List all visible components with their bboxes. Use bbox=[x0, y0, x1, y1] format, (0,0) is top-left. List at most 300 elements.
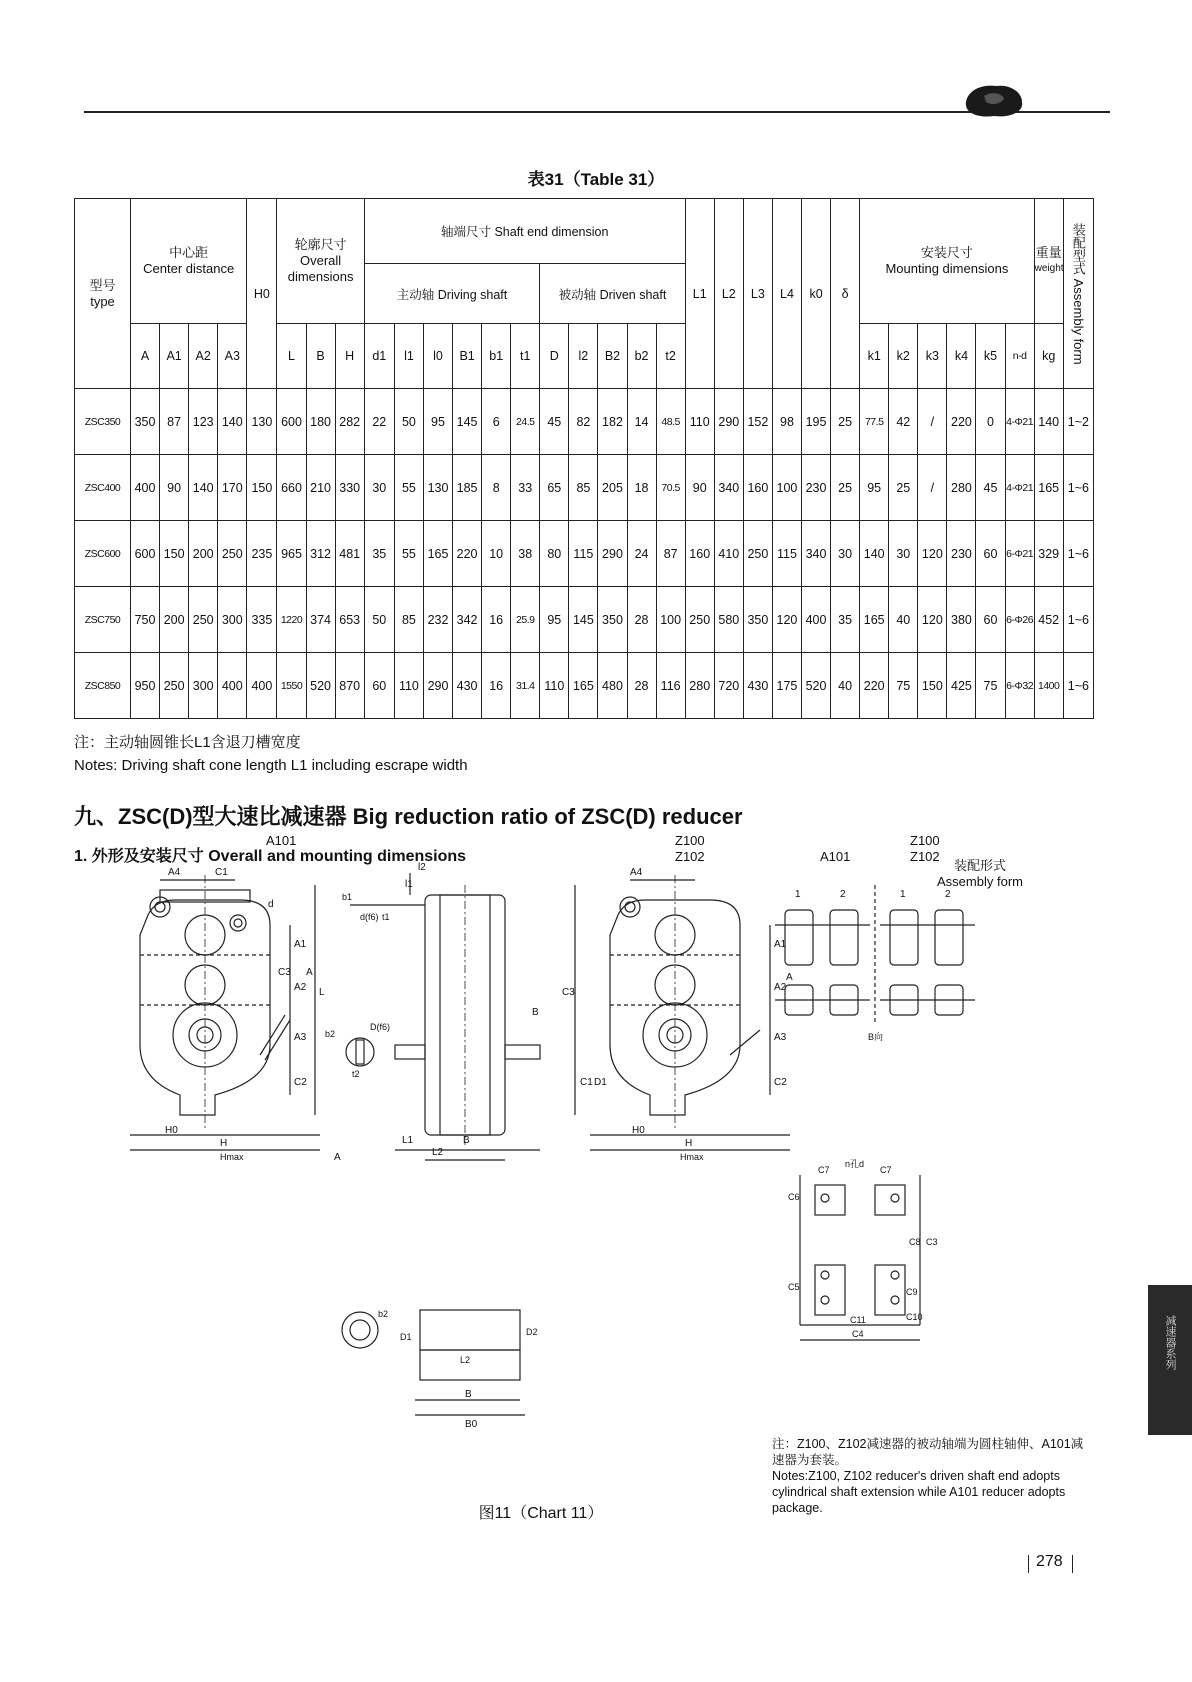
dim-a2-z: A2 bbox=[774, 982, 787, 993]
dim-nd: n孔d bbox=[845, 1159, 865, 1169]
value-cell: 400 bbox=[131, 455, 160, 521]
value-cell: 965 bbox=[277, 521, 306, 587]
value-cell: 28 bbox=[627, 653, 656, 719]
value-cell: 6 bbox=[482, 389, 511, 455]
subheader-cell: l2 bbox=[569, 324, 598, 389]
dim-a4: A4 bbox=[168, 867, 181, 878]
table-row bbox=[75, 389, 1094, 455]
value-cell: 110 bbox=[685, 389, 714, 455]
value-cell: 0 bbox=[976, 389, 1005, 455]
value-cell: 400 bbox=[802, 587, 831, 653]
value-cell: 140 bbox=[1034, 389, 1063, 455]
asm-num-1a: 1 bbox=[795, 889, 801, 900]
value-cell: 205 bbox=[598, 455, 627, 521]
value-cell: 185 bbox=[453, 455, 482, 521]
dim-d1-z: D1 bbox=[594, 1077, 607, 1088]
value-cell: 90 bbox=[685, 455, 714, 521]
value-cell: 60 bbox=[976, 587, 1005, 653]
h0-header: H0 bbox=[247, 199, 277, 389]
value-cell: 290 bbox=[598, 521, 627, 587]
value-cell: 60 bbox=[364, 653, 394, 719]
value-cell: 350 bbox=[131, 389, 160, 455]
value-cell: 340 bbox=[714, 455, 743, 521]
value-cell: 290 bbox=[423, 653, 452, 719]
asm-num-2a: 2 bbox=[840, 889, 846, 900]
center-distance-header bbox=[131, 199, 247, 324]
dim-h-z: H bbox=[685, 1138, 693, 1149]
value-cell: 60 bbox=[976, 521, 1005, 587]
value-cell: 300 bbox=[218, 587, 247, 653]
assembly-form-en: Assembly form bbox=[937, 874, 1023, 889]
asm-num-1b: 1 bbox=[900, 889, 906, 900]
table-row bbox=[75, 587, 1094, 653]
dim-d: d bbox=[268, 899, 274, 910]
value-cell: 24 bbox=[627, 521, 656, 587]
value-cell: 720 bbox=[714, 653, 743, 719]
center-header-cn: 中心距 bbox=[169, 245, 209, 260]
value-cell: 400 bbox=[218, 653, 247, 719]
reducer-note-en: Notes:Z100, Z102 reducer's driven shaft end adopts cylindrical shaft extension while A101 reducer adopts package. bbox=[772, 1469, 1066, 1515]
value-cell: 481 bbox=[335, 521, 364, 587]
type-header-cn: 型号 bbox=[89, 277, 116, 293]
value-cell: 350 bbox=[743, 587, 772, 653]
dim-c1-z: C1 bbox=[580, 1077, 593, 1088]
subheader-cell: D bbox=[540, 324, 569, 389]
value-cell: 290 bbox=[714, 389, 743, 455]
type-header-en: type bbox=[90, 293, 115, 309]
value-cell: / bbox=[918, 455, 947, 521]
value-cell: 160 bbox=[743, 455, 772, 521]
value-cell: 520 bbox=[802, 653, 831, 719]
subheader-cell: A2 bbox=[189, 324, 218, 389]
subheader-cell: k5 bbox=[976, 324, 1005, 389]
value-cell: 120 bbox=[918, 521, 947, 587]
value-cell: 25 bbox=[889, 455, 918, 521]
dim-t2: t2 bbox=[352, 1069, 360, 1079]
dim-a2: A2 bbox=[294, 982, 307, 993]
dim-hmax-z: Hmax bbox=[680, 1152, 704, 1162]
table-row bbox=[75, 521, 1094, 587]
subheader-cell: n-d bbox=[1005, 324, 1034, 389]
value-cell: 165 bbox=[860, 587, 889, 653]
value-cell: 87 bbox=[656, 521, 685, 587]
value-cell: 4-Φ21 bbox=[1005, 455, 1034, 521]
l2-header: L2 bbox=[714, 199, 743, 389]
value-cell: 70.5 bbox=[656, 455, 685, 521]
value-cell: 165 bbox=[1034, 455, 1063, 521]
dim-h0-z: H0 bbox=[632, 1125, 645, 1136]
value-cell: 152 bbox=[743, 389, 772, 455]
value-cell: 115 bbox=[772, 521, 801, 587]
chart-caption bbox=[0, 1500, 1192, 1523]
value-cell: 480 bbox=[598, 653, 627, 719]
value-cell: 374 bbox=[306, 587, 335, 653]
model-cell: ZSC600 bbox=[75, 521, 131, 587]
subheader-cell: k2 bbox=[889, 324, 918, 389]
overall-header-cn: 轮廓尺寸 bbox=[294, 237, 347, 252]
type-header bbox=[75, 199, 131, 389]
ink-blot-icon bbox=[962, 82, 1026, 120]
value-cell: 312 bbox=[306, 521, 335, 587]
value-cell: 85 bbox=[569, 455, 598, 521]
value-cell: 170 bbox=[218, 455, 247, 521]
value-cell: 22 bbox=[364, 389, 394, 455]
value-cell: 250 bbox=[743, 521, 772, 587]
overall-header-en: Overall dimensions bbox=[287, 253, 354, 284]
value-cell: 24.5 bbox=[511, 389, 540, 455]
subheader-cell: d1 bbox=[364, 324, 394, 389]
value-cell: 230 bbox=[947, 521, 976, 587]
mount-header-cn: 安装尺寸 bbox=[920, 245, 973, 260]
spec-table bbox=[74, 198, 1094, 719]
page-number: 278 bbox=[1036, 1553, 1063, 1570]
assembly-header bbox=[1063, 199, 1093, 389]
dim-a1: A1 bbox=[294, 939, 307, 950]
dim-b-side: B bbox=[463, 1135, 470, 1146]
value-cell: 160 bbox=[685, 521, 714, 587]
shaft-end-header: 轴端尺寸 Shaft end dimension bbox=[364, 199, 685, 264]
dim-c3-z: C3 bbox=[562, 987, 575, 998]
asm-label-z102: Z102 bbox=[910, 849, 940, 864]
asm-label-a101: A101 bbox=[820, 849, 851, 864]
drawing-svg bbox=[120, 833, 1110, 1535]
chart-caption-text: 图11（Chart 11） bbox=[478, 1505, 604, 1522]
dim-l2-detail: L2 bbox=[460, 1355, 471, 1365]
subheader-cell: l0 bbox=[423, 324, 452, 389]
value-cell: 653 bbox=[335, 587, 364, 653]
section-subtitle: 1. 外形及安装尺寸 Overall and mounting dimensions bbox=[74, 848, 467, 865]
subheader-cell: kg bbox=[1034, 324, 1063, 389]
dim-c9: C9 bbox=[906, 1287, 918, 1297]
value-cell: 1550 bbox=[277, 653, 306, 719]
value-cell: 16 bbox=[482, 587, 511, 653]
value-cell: 410 bbox=[714, 521, 743, 587]
table-notes bbox=[74, 731, 468, 777]
value-cell: 600 bbox=[277, 389, 306, 455]
notes-en: Notes: Driving shaft cone length L1 including escrape width bbox=[74, 757, 468, 774]
value-cell: 50 bbox=[364, 587, 394, 653]
dim-b2-detail: b2 bbox=[378, 1309, 389, 1319]
z100-front-view bbox=[575, 875, 790, 1150]
value-cell: 340 bbox=[802, 521, 831, 587]
k0-header: k0 bbox=[802, 199, 831, 389]
driven-shaft-header: 被动轴 Driven shaft bbox=[540, 264, 685, 324]
dim-c3-base: C3 bbox=[926, 1237, 938, 1247]
table-row bbox=[75, 653, 1094, 719]
subheader-cell: k3 bbox=[918, 324, 947, 389]
value-cell: 123 bbox=[189, 389, 218, 455]
dim-l2-top: l2 bbox=[418, 862, 426, 873]
assembly-forms bbox=[775, 885, 975, 1025]
value-cell: 200 bbox=[189, 521, 218, 587]
value-cell: 35 bbox=[364, 521, 394, 587]
arrow-b: B bbox=[532, 1007, 539, 1018]
value-cell: 38 bbox=[511, 521, 540, 587]
value-cell: 31.4 bbox=[511, 653, 540, 719]
value-cell: 45 bbox=[976, 455, 1005, 521]
label-a101: A101 bbox=[266, 833, 297, 848]
assembly-header-text: 装配型式 Assembly form bbox=[1070, 222, 1086, 365]
weight-header-cn: 重量 bbox=[1035, 245, 1062, 260]
value-cell: 95 bbox=[540, 587, 569, 653]
technical-drawing bbox=[120, 833, 1110, 1535]
value-cell: 140 bbox=[860, 521, 889, 587]
value-cell: 1400 bbox=[1034, 653, 1063, 719]
dim-c7-left: C7 bbox=[818, 1165, 830, 1175]
dim-a3-z: A3 bbox=[774, 1032, 787, 1043]
value-cell: 98 bbox=[772, 389, 801, 455]
value-cell: 75 bbox=[889, 653, 918, 719]
value-cell: 750 bbox=[131, 587, 160, 653]
value-cell: 870 bbox=[335, 653, 364, 719]
value-cell: 8 bbox=[482, 455, 511, 521]
subheader-cell: L bbox=[277, 324, 306, 389]
value-cell: 95 bbox=[423, 389, 452, 455]
value-cell: 65 bbox=[540, 455, 569, 521]
header-rule bbox=[84, 111, 1110, 113]
value-cell: 25.9 bbox=[511, 587, 540, 653]
dim-D-f6: D(f6) bbox=[370, 1022, 390, 1032]
subheader-cell: A1 bbox=[160, 324, 189, 389]
center-header-en: Center distance bbox=[143, 261, 235, 276]
value-cell: 16 bbox=[482, 653, 511, 719]
value-cell: 230 bbox=[802, 455, 831, 521]
value-cell: 90 bbox=[160, 455, 189, 521]
value-cell: 330 bbox=[335, 455, 364, 521]
table-row bbox=[75, 455, 1094, 521]
value-cell: 1~6 bbox=[1063, 653, 1093, 719]
value-cell: 75 bbox=[976, 653, 1005, 719]
value-cell: 175 bbox=[772, 653, 801, 719]
value-cell: 4-Φ21 bbox=[1005, 389, 1034, 455]
value-cell: 1220 bbox=[277, 587, 306, 653]
value-cell: 250 bbox=[218, 521, 247, 587]
label-z102: Z102 bbox=[675, 849, 705, 864]
a101-front-view bbox=[130, 875, 320, 1150]
value-cell: 33 bbox=[511, 455, 540, 521]
value-cell: 210 bbox=[306, 455, 335, 521]
value-cell: 400 bbox=[247, 653, 277, 719]
dim-b-detail: B bbox=[465, 1389, 472, 1400]
value-cell: 150 bbox=[160, 521, 189, 587]
value-cell: 115 bbox=[569, 521, 598, 587]
weight-header-en: weight bbox=[1034, 263, 1064, 274]
l3-header: L3 bbox=[743, 199, 772, 389]
value-cell: 120 bbox=[918, 587, 947, 653]
asm-label-z100: Z100 bbox=[910, 833, 940, 848]
value-cell: 6-Φ32 bbox=[1005, 653, 1034, 719]
value-cell: 100 bbox=[772, 455, 801, 521]
dim-c10: C10 bbox=[906, 1312, 923, 1322]
value-cell: 80 bbox=[540, 521, 569, 587]
dim-a1-z: A1 bbox=[774, 939, 787, 950]
dim-b2: b2 bbox=[325, 1029, 336, 1039]
value-cell: 77.5 bbox=[860, 389, 889, 455]
dim-a3: A3 bbox=[294, 1032, 307, 1043]
delta-header: δ bbox=[831, 199, 860, 389]
value-cell: 220 bbox=[860, 653, 889, 719]
value-cell: 430 bbox=[453, 653, 482, 719]
dim-d-f6: d(f6) bbox=[360, 912, 379, 922]
asm-num-2b: 2 bbox=[945, 889, 951, 900]
value-cell: 10 bbox=[482, 521, 511, 587]
value-cell: 165 bbox=[423, 521, 452, 587]
value-cell: 1~6 bbox=[1063, 455, 1093, 521]
value-cell: 380 bbox=[947, 587, 976, 653]
label-b-dir: B向 bbox=[868, 1032, 884, 1042]
dim-c3: C3 bbox=[278, 967, 291, 978]
value-cell: 200 bbox=[160, 587, 189, 653]
subheader-cell: A3 bbox=[218, 324, 247, 389]
model-cell: ZSC850 bbox=[75, 653, 131, 719]
value-cell: 950 bbox=[131, 653, 160, 719]
value-cell: 350 bbox=[598, 587, 627, 653]
subheader-cell: b1 bbox=[482, 324, 511, 389]
value-cell: 48.5 bbox=[656, 389, 685, 455]
value-cell: 42 bbox=[889, 389, 918, 455]
dim-a4-z: A4 bbox=[630, 867, 643, 878]
value-cell: 220 bbox=[947, 389, 976, 455]
side-tab bbox=[1148, 1285, 1192, 1435]
dim-c11: C11 bbox=[850, 1315, 866, 1325]
value-cell: 430 bbox=[743, 653, 772, 719]
dim-c1: C1 bbox=[215, 867, 228, 878]
value-cell: 14 bbox=[627, 389, 656, 455]
value-cell: 195 bbox=[802, 389, 831, 455]
value-cell: 520 bbox=[306, 653, 335, 719]
dim-t1: t1 bbox=[382, 912, 390, 922]
dim-c2-z: C2 bbox=[774, 1077, 787, 1088]
dim-c2: C2 bbox=[294, 1077, 307, 1088]
value-cell: 116 bbox=[656, 653, 685, 719]
value-cell: 28 bbox=[627, 587, 656, 653]
value-cell: 150 bbox=[918, 653, 947, 719]
value-cell: 232 bbox=[423, 587, 452, 653]
subheader-cell: t2 bbox=[656, 324, 685, 389]
dim-l: L bbox=[319, 987, 325, 998]
value-cell: 1~2 bbox=[1063, 389, 1093, 455]
value-cell: 100 bbox=[656, 587, 685, 653]
value-cell: / bbox=[918, 389, 947, 455]
value-cell: 250 bbox=[685, 587, 714, 653]
subheader-cell: k4 bbox=[947, 324, 976, 389]
dim-h: H bbox=[220, 1138, 228, 1149]
weight-header bbox=[1034, 199, 1063, 324]
subheader-cell: B1 bbox=[453, 324, 482, 389]
value-cell: 250 bbox=[160, 653, 189, 719]
value-cell: 110 bbox=[394, 653, 423, 719]
mounting-header bbox=[860, 199, 1034, 324]
value-cell: 82 bbox=[569, 389, 598, 455]
subheader-cell: b2 bbox=[627, 324, 656, 389]
value-cell: 30 bbox=[831, 521, 860, 587]
value-cell: 600 bbox=[131, 521, 160, 587]
driving-shaft-header: 主动轴 Driving shaft bbox=[364, 264, 540, 324]
dim-c4: C4 bbox=[852, 1329, 864, 1339]
shaft-detail bbox=[342, 1310, 525, 1415]
value-cell: 145 bbox=[453, 389, 482, 455]
dim-b0-detail: B0 bbox=[465, 1419, 478, 1430]
value-cell: 25 bbox=[831, 455, 860, 521]
dim-d1-detail: D1 bbox=[400, 1332, 412, 1342]
value-cell: 180 bbox=[306, 389, 335, 455]
model-cell: ZSC400 bbox=[75, 455, 131, 521]
value-cell: 110 bbox=[540, 653, 569, 719]
value-cell: 40 bbox=[889, 587, 918, 653]
dim-l1-top: l1 bbox=[405, 879, 413, 890]
value-cell: 335 bbox=[247, 587, 277, 653]
table-title: 表31（Table 31） bbox=[527, 170, 665, 189]
subheader-cell: A bbox=[131, 324, 160, 389]
value-cell: 660 bbox=[277, 455, 306, 521]
reducer-note-cn: 注：Z100、Z102减速器的被动轴端为圆柱轴伸、A101减速器为套装。 bbox=[772, 1437, 1084, 1467]
dim-c5: C5 bbox=[788, 1282, 800, 1292]
subheader-cell: l1 bbox=[394, 324, 423, 389]
value-cell: 145 bbox=[569, 587, 598, 653]
subheader-cell: t1 bbox=[511, 324, 540, 389]
value-cell: 1~6 bbox=[1063, 587, 1093, 653]
dim-h0: H0 bbox=[165, 1125, 178, 1136]
arrow-a: A bbox=[334, 1152, 341, 1163]
value-cell: 55 bbox=[394, 521, 423, 587]
value-cell: 329 bbox=[1034, 521, 1063, 587]
value-cell: 30 bbox=[364, 455, 394, 521]
value-cell: 55 bbox=[394, 455, 423, 521]
dim-b1: b1 bbox=[342, 892, 353, 902]
assembly-form-cn: 装配形式 bbox=[953, 858, 1006, 873]
value-cell: 182 bbox=[598, 389, 627, 455]
value-cell: 120 bbox=[772, 587, 801, 653]
overall-header bbox=[277, 199, 364, 324]
value-cell: 6-Φ21 bbox=[1005, 521, 1034, 587]
dim-l1-left: L1 bbox=[402, 1135, 414, 1146]
side-tab-text: 减速器系列 bbox=[1164, 1315, 1176, 1370]
value-cell: 50 bbox=[394, 389, 423, 455]
value-cell: 1~6 bbox=[1063, 521, 1093, 587]
value-cell: 40 bbox=[831, 653, 860, 719]
value-cell: 280 bbox=[947, 455, 976, 521]
value-cell: 95 bbox=[860, 455, 889, 521]
value-cell: 425 bbox=[947, 653, 976, 719]
dim-c6: C6 bbox=[788, 1192, 800, 1202]
dim-hmax: Hmax bbox=[220, 1152, 244, 1162]
value-cell: 140 bbox=[218, 389, 247, 455]
subheader-cell: H bbox=[335, 324, 364, 389]
dim-c8: C8 bbox=[909, 1237, 921, 1247]
l4-header: L4 bbox=[772, 199, 801, 389]
value-cell: 282 bbox=[335, 389, 364, 455]
value-cell: 235 bbox=[247, 521, 277, 587]
notes-cn: 注：主动轴圆锥长L1含退刀槽宽度 bbox=[74, 734, 301, 751]
value-cell: 452 bbox=[1034, 587, 1063, 653]
value-cell: 300 bbox=[189, 653, 218, 719]
label-z100: Z100 bbox=[675, 833, 705, 848]
value-cell: 280 bbox=[685, 653, 714, 719]
value-cell: 18 bbox=[627, 455, 656, 521]
subheader-cell: k1 bbox=[860, 324, 889, 389]
value-cell: 25 bbox=[831, 389, 860, 455]
value-cell: 165 bbox=[569, 653, 598, 719]
mount-header-en: Mounting dimensions bbox=[885, 261, 1009, 276]
value-cell: 150 bbox=[247, 455, 277, 521]
subheader-cell: B bbox=[306, 324, 335, 389]
value-cell: 6-Φ26 bbox=[1005, 587, 1034, 653]
value-cell: 140 bbox=[189, 455, 218, 521]
value-cell: 45 bbox=[540, 389, 569, 455]
value-cell: 130 bbox=[247, 389, 277, 455]
dim-a: A bbox=[306, 967, 313, 978]
value-cell: 87 bbox=[160, 389, 189, 455]
